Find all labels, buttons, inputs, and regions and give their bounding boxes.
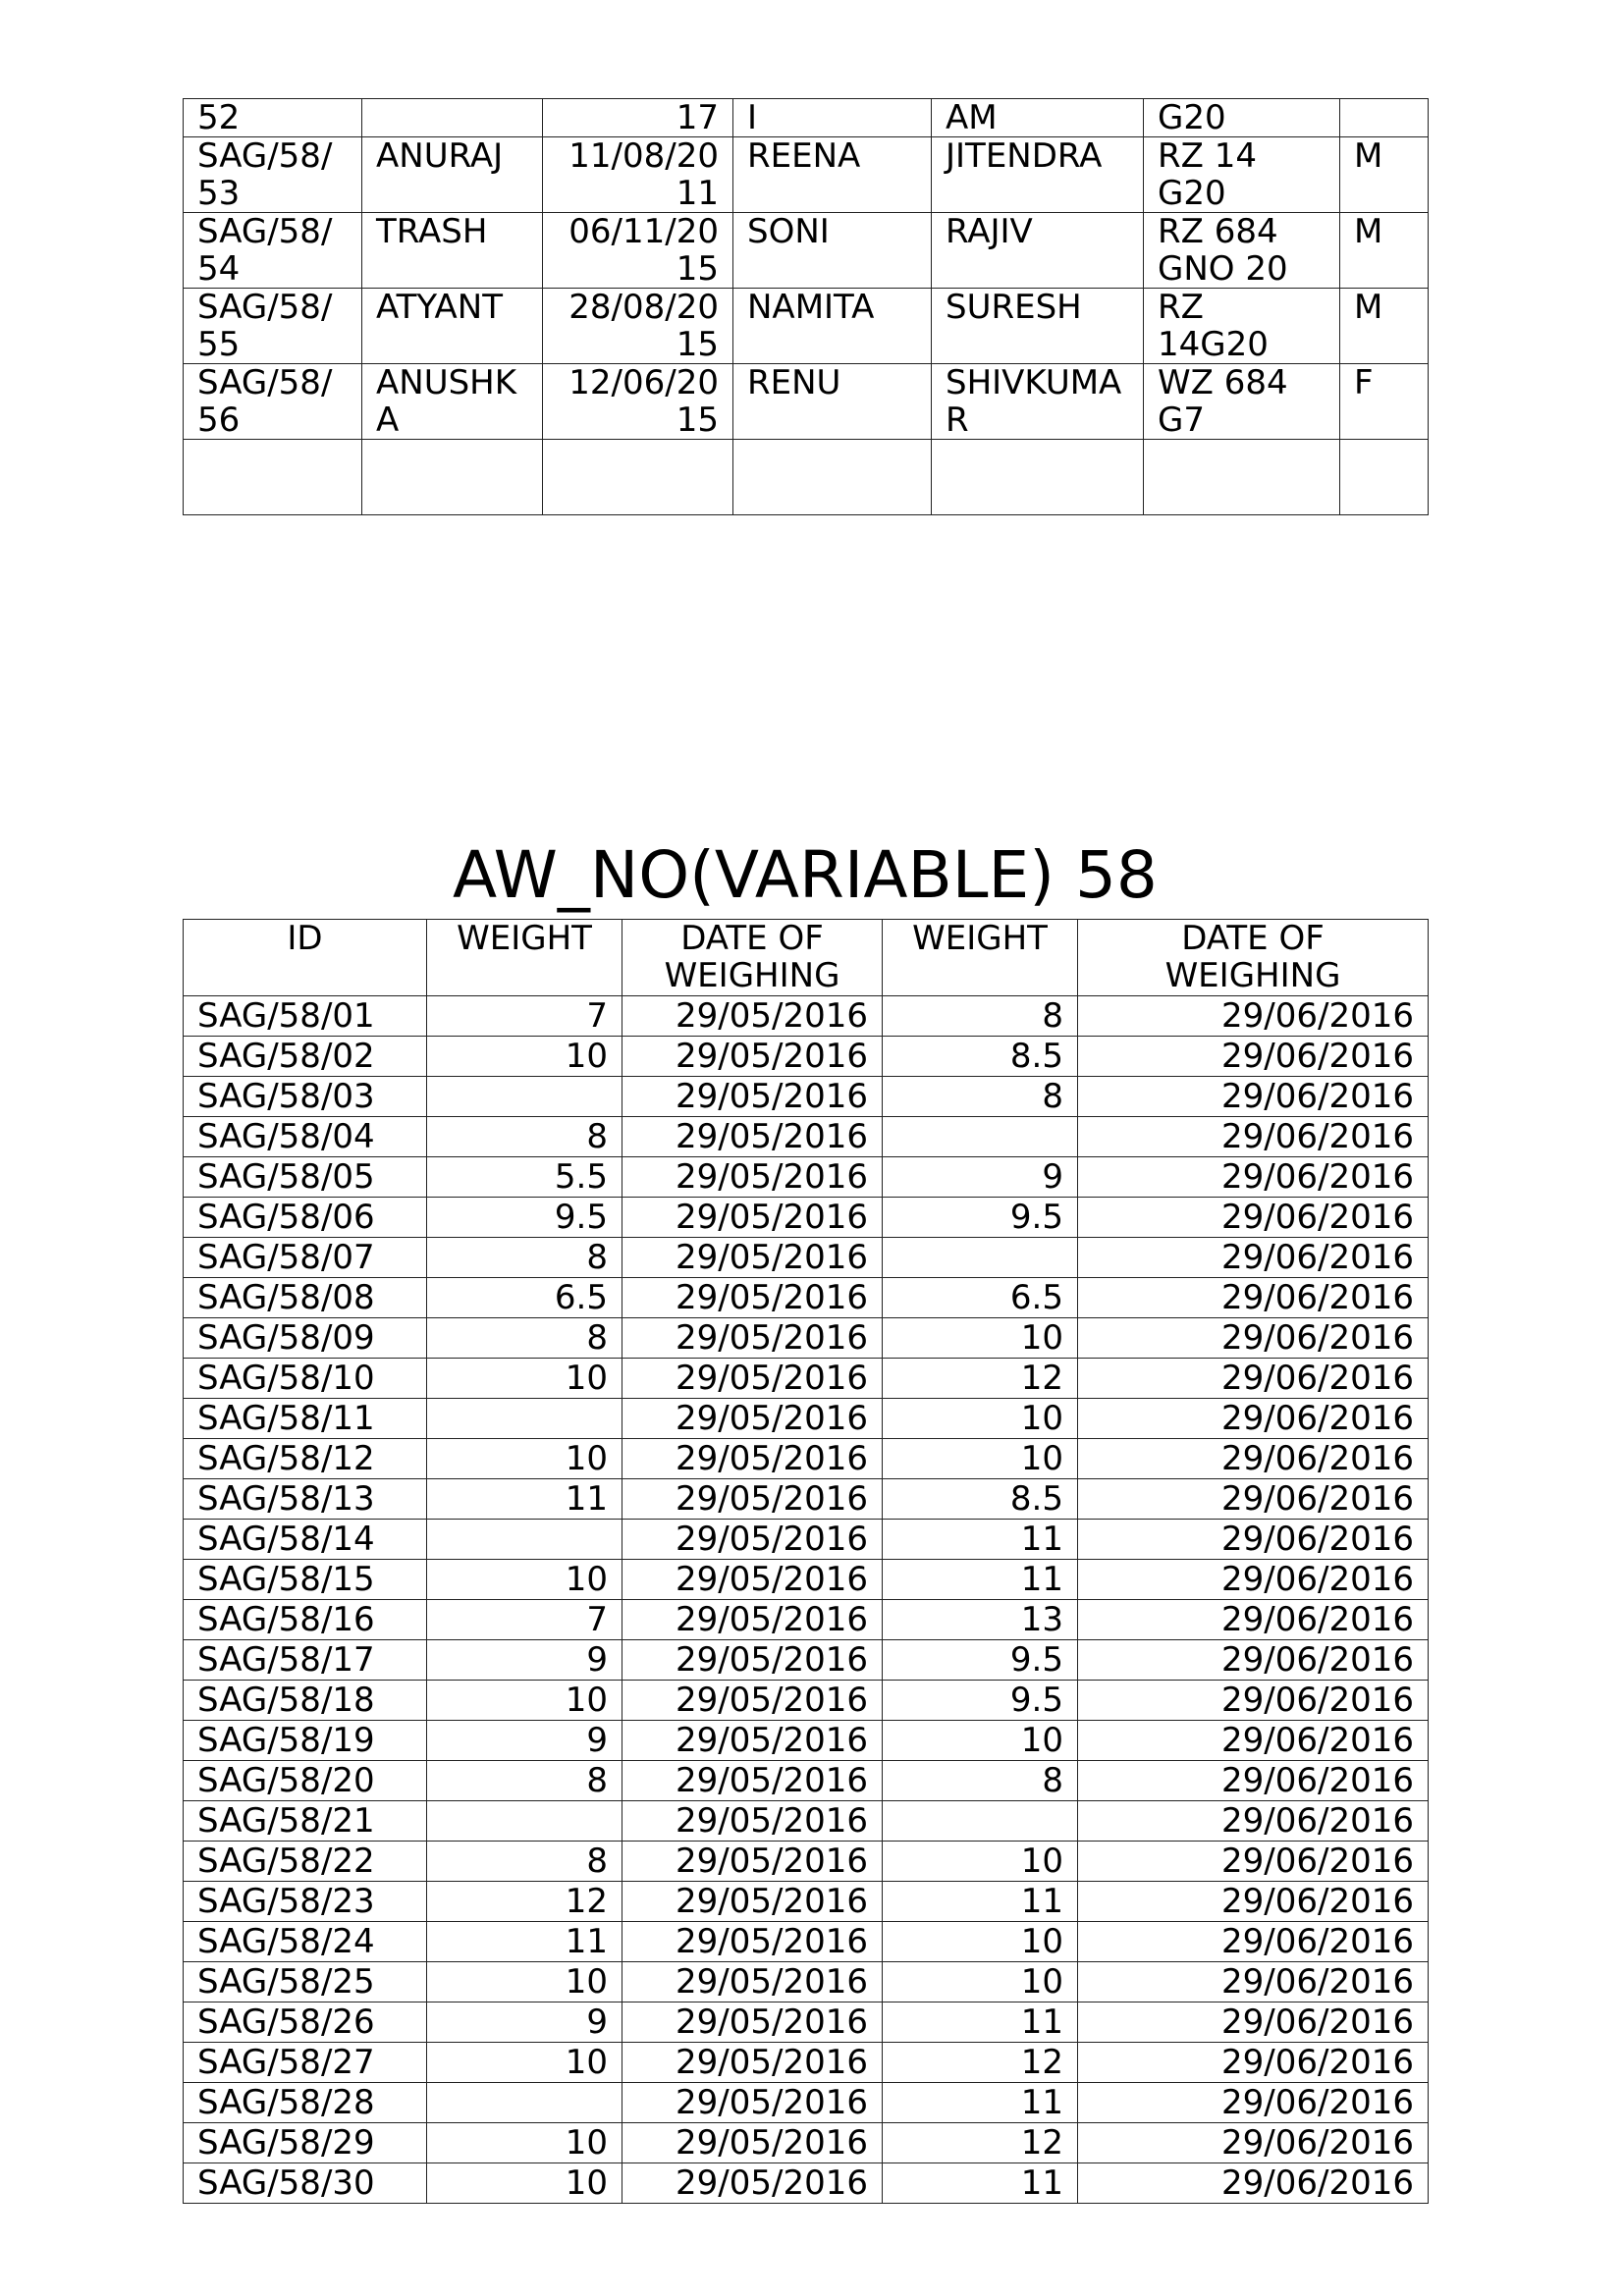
cell-weight-1: 6.5 bbox=[427, 1278, 622, 1318]
cell-date-2: 29/06/2016 bbox=[1078, 1761, 1429, 1801]
cell-weight-1: 10 bbox=[427, 1681, 622, 1721]
cell-weight-2 bbox=[883, 1117, 1078, 1157]
cell-weight-2: 9.5 bbox=[883, 1681, 1078, 1721]
cell-id: SAG/58/09 bbox=[184, 1318, 427, 1359]
table-row bbox=[184, 1842, 1429, 1882]
cell-weight-1: 10 bbox=[427, 1037, 622, 1077]
cell-date-2: 29/06/2016 bbox=[1078, 1922, 1429, 1962]
cell-gender: M bbox=[1340, 289, 1429, 364]
cell-date-2: 29/06/2016 bbox=[1078, 1520, 1429, 1560]
beneficiary-table-body bbox=[184, 99, 1429, 515]
cell-gender: M bbox=[1340, 213, 1429, 289]
cell-dob: 12/06/20 15 bbox=[543, 364, 733, 440]
cell-date-1: 29/05/2016 bbox=[622, 1238, 883, 1278]
cell-date-1: 29/05/2016 bbox=[622, 1359, 883, 1399]
cell-date-2: 29/06/2016 bbox=[1078, 1359, 1429, 1399]
weight-table-header bbox=[184, 920, 1429, 996]
cell-weight-2: 9 bbox=[883, 1157, 1078, 1198]
header-weight-2: WEIGHT bbox=[883, 920, 1078, 996]
cell-id: SAG/58/30 bbox=[184, 2163, 427, 2204]
cell-date-1: 29/05/2016 bbox=[622, 1198, 883, 1238]
cell-weight-2: 9.5 bbox=[883, 1198, 1078, 1238]
cell-weight-2: 8.5 bbox=[883, 1037, 1078, 1077]
cell-weight-1: 8 bbox=[427, 1761, 622, 1801]
cell-weight-1: 5.5 bbox=[427, 1157, 622, 1198]
cell-date-2: 29/06/2016 bbox=[1078, 2123, 1429, 2163]
cell-date-1: 29/05/2016 bbox=[622, 1801, 883, 1842]
cell-date-2: 29/06/2016 bbox=[1078, 1801, 1429, 1842]
cell-name bbox=[362, 440, 543, 515]
cell-address bbox=[1144, 440, 1340, 515]
cell-father: AM bbox=[932, 99, 1144, 137]
cell-date-1: 29/05/2016 bbox=[622, 1520, 883, 1560]
cell-id: SAG/58/29 bbox=[184, 2123, 427, 2163]
cell-id: SAG/58/14 bbox=[184, 1520, 427, 1560]
cell-date-2: 29/06/2016 bbox=[1078, 2083, 1429, 2123]
cell-weight-2: 13 bbox=[883, 1600, 1078, 1640]
cell-id: SAG/58/03 bbox=[184, 1077, 427, 1117]
table-row bbox=[184, 1721, 1429, 1761]
cell-date-1: 29/05/2016 bbox=[622, 1640, 883, 1681]
cell-address: RZ 14G20 bbox=[1144, 289, 1340, 364]
cell-id: SAG/58/27 bbox=[184, 2043, 427, 2083]
cell-id bbox=[184, 440, 362, 515]
cell-id: SAG/58/23 bbox=[184, 1882, 427, 1922]
cell-id: SAG/58/17 bbox=[184, 1640, 427, 1681]
section-title: AW_NO(VARIABLE) 58 bbox=[453, 837, 1158, 913]
table-row bbox=[184, 1238, 1429, 1278]
cell-weight-2: 11 bbox=[883, 2163, 1078, 2204]
cell-weight-2: 9.5 bbox=[883, 1640, 1078, 1681]
cell-weight-1: 9 bbox=[427, 1721, 622, 1761]
cell-date-1: 29/05/2016 bbox=[622, 1157, 883, 1198]
cell-weight-2: 6.5 bbox=[883, 1278, 1078, 1318]
cell-weight-2: 10 bbox=[883, 1318, 1078, 1359]
cell-id: SAG/58/07 bbox=[184, 1238, 427, 1278]
cell-date-2: 29/06/2016 bbox=[1078, 1198, 1429, 1238]
header-date-2: DATE OF WEIGHING bbox=[1078, 920, 1429, 996]
beneficiary-table bbox=[183, 98, 1429, 515]
cell-date-1: 29/05/2016 bbox=[622, 1922, 883, 1962]
cell-dob: 28/08/20 15 bbox=[543, 289, 733, 364]
cell-date-2: 29/06/2016 bbox=[1078, 1842, 1429, 1882]
cell-weight-2: 10 bbox=[883, 1922, 1078, 1962]
cell-weight-1 bbox=[427, 1399, 622, 1439]
cell-weight-2: 8 bbox=[883, 996, 1078, 1037]
cell-id: SAG/58/25 bbox=[184, 1962, 427, 2002]
cell-mother bbox=[733, 440, 932, 515]
cell-name bbox=[362, 99, 543, 137]
cell-date-2: 29/06/2016 bbox=[1078, 1037, 1429, 1077]
cell-id: SAG/58/ 55 bbox=[184, 289, 362, 364]
cell-name: ANURAJ bbox=[362, 137, 543, 213]
cell-id: SAG/58/01 bbox=[184, 996, 427, 1037]
cell-date-2: 29/06/2016 bbox=[1078, 1318, 1429, 1359]
cell-dob bbox=[543, 440, 733, 515]
table-row bbox=[184, 1117, 1429, 1157]
cell-date-1: 29/05/2016 bbox=[622, 1117, 883, 1157]
cell-date-1: 29/05/2016 bbox=[622, 1318, 883, 1359]
header-date-1: DATE OF WEIGHING bbox=[622, 920, 883, 996]
cell-date-2: 29/06/2016 bbox=[1078, 2043, 1429, 2083]
table-row bbox=[184, 1600, 1429, 1640]
cell-gender: M bbox=[1340, 137, 1429, 213]
cell-weight-1: 10 bbox=[427, 2043, 622, 2083]
table-row bbox=[184, 364, 1429, 440]
cell-dob: 06/11/20 15 bbox=[543, 213, 733, 289]
cell-address: RZ 684 GNO 20 bbox=[1144, 213, 1340, 289]
table-row bbox=[184, 1278, 1429, 1318]
cell-weight-1: 9 bbox=[427, 2002, 622, 2043]
cell-gender bbox=[1340, 99, 1429, 137]
cell-weight-2: 12 bbox=[883, 2043, 1078, 2083]
cell-id: SAG/58/16 bbox=[184, 1600, 427, 1640]
cell-weight-1: 8 bbox=[427, 1117, 622, 1157]
cell-date-2: 29/06/2016 bbox=[1078, 2002, 1429, 2043]
cell-id: SAG/58/04 bbox=[184, 1117, 427, 1157]
cell-date-2: 29/06/2016 bbox=[1078, 1238, 1429, 1278]
cell-gender bbox=[1340, 440, 1429, 515]
cell-weight-2: 8.5 bbox=[883, 1479, 1078, 1520]
cell-weight-1: 8 bbox=[427, 1238, 622, 1278]
cell-weight-2: 10 bbox=[883, 1962, 1078, 2002]
table-row bbox=[184, 1399, 1429, 1439]
cell-weight-1: 10 bbox=[427, 1439, 622, 1479]
table-row bbox=[184, 1681, 1429, 1721]
cell-weight-2: 11 bbox=[883, 2083, 1078, 2123]
cell-date-2: 29/06/2016 bbox=[1078, 1560, 1429, 1600]
table-row bbox=[184, 440, 1429, 515]
cell-id: SAG/58/10 bbox=[184, 1359, 427, 1399]
table-row bbox=[184, 1560, 1429, 1600]
table-row bbox=[184, 1882, 1429, 1922]
cell-date-1: 29/05/2016 bbox=[622, 1479, 883, 1520]
table-row bbox=[184, 2002, 1429, 2043]
cell-date-1: 29/05/2016 bbox=[622, 1721, 883, 1761]
table-row bbox=[184, 1157, 1429, 1198]
cell-weight-1 bbox=[427, 2083, 622, 2123]
cell-date-2: 29/06/2016 bbox=[1078, 1681, 1429, 1721]
cell-weight-1: 10 bbox=[427, 2123, 622, 2163]
cell-weight-1: 8 bbox=[427, 1842, 622, 1882]
cell-id: SAG/58/13 bbox=[184, 1479, 427, 1520]
cell-mother: RENU bbox=[733, 364, 932, 440]
cell-weight-2 bbox=[883, 1238, 1078, 1278]
cell-date-1: 29/05/2016 bbox=[622, 1681, 883, 1721]
cell-weight-1: 7 bbox=[427, 996, 622, 1037]
cell-weight-1: 10 bbox=[427, 2163, 622, 2204]
cell-weight-1 bbox=[427, 1801, 622, 1842]
cell-date-2: 29/06/2016 bbox=[1078, 1399, 1429, 1439]
cell-weight-1: 12 bbox=[427, 1882, 622, 1922]
cell-father: RAJIV bbox=[932, 213, 1144, 289]
cell-date-1: 29/05/2016 bbox=[622, 1037, 883, 1077]
cell-date-1: 29/05/2016 bbox=[622, 1842, 883, 1882]
cell-id: SAG/58/06 bbox=[184, 1198, 427, 1238]
cell-date-1: 29/05/2016 bbox=[622, 1600, 883, 1640]
cell-date-1: 29/05/2016 bbox=[622, 2083, 883, 2123]
cell-date-1: 29/05/2016 bbox=[622, 1761, 883, 1801]
cell-address: WZ 684 G7 bbox=[1144, 364, 1340, 440]
table-row bbox=[184, 213, 1429, 289]
cell-mother: NAMITA bbox=[733, 289, 932, 364]
table-row bbox=[184, 1640, 1429, 1681]
cell-name: TRASH bbox=[362, 213, 543, 289]
cell-name: ANUSHK A bbox=[362, 364, 543, 440]
cell-date-2: 29/06/2016 bbox=[1078, 1600, 1429, 1640]
cell-date-1: 29/05/2016 bbox=[622, 2043, 883, 2083]
table-row bbox=[184, 1198, 1429, 1238]
cell-id: SAG/58/22 bbox=[184, 1842, 427, 1882]
cell-weight-2: 10 bbox=[883, 1721, 1078, 1761]
cell-date-2: 29/06/2016 bbox=[1078, 1077, 1429, 1117]
cell-mother: I bbox=[733, 99, 932, 137]
table-row bbox=[184, 99, 1429, 137]
table-row bbox=[184, 2083, 1429, 2123]
cell-weight-2: 12 bbox=[883, 1359, 1078, 1399]
cell-weight-1: 10 bbox=[427, 1359, 622, 1399]
cell-id: SAG/58/15 bbox=[184, 1560, 427, 1600]
table-row bbox=[184, 1037, 1429, 1077]
cell-dob: 17 bbox=[543, 99, 733, 137]
cell-weight-2: 8 bbox=[883, 1761, 1078, 1801]
cell-dob: 11/08/20 11 bbox=[543, 137, 733, 213]
cell-date-1: 29/05/2016 bbox=[622, 2163, 883, 2204]
cell-date-1: 29/05/2016 bbox=[622, 996, 883, 1037]
cell-father: SHIVKUMA R bbox=[932, 364, 1144, 440]
cell-date-1: 29/05/2016 bbox=[622, 2002, 883, 2043]
cell-weight-2: 11 bbox=[883, 1560, 1078, 1600]
cell-address: RZ 14 G20 bbox=[1144, 137, 1340, 213]
table-row bbox=[184, 289, 1429, 364]
cell-weight-1: 9 bbox=[427, 1640, 622, 1681]
cell-weight-1: 10 bbox=[427, 1560, 622, 1600]
weight-table bbox=[183, 919, 1429, 2204]
cell-weight-1 bbox=[427, 1077, 622, 1117]
cell-date-1: 29/05/2016 bbox=[622, 1439, 883, 1479]
cell-id: SAG/58/08 bbox=[184, 1278, 427, 1318]
cell-mother: SONI bbox=[733, 213, 932, 289]
cell-date-1: 29/05/2016 bbox=[622, 1278, 883, 1318]
cell-id: SAG/58/ 56 bbox=[184, 364, 362, 440]
header-weight-1: WEIGHT bbox=[427, 920, 622, 996]
cell-weight-2: 11 bbox=[883, 2002, 1078, 2043]
cell-date-2: 29/06/2016 bbox=[1078, 1640, 1429, 1681]
cell-date-1: 29/05/2016 bbox=[622, 1962, 883, 2002]
cell-id: SAG/58/11 bbox=[184, 1399, 427, 1439]
table-row bbox=[184, 1922, 1429, 1962]
cell-id: SAG/58/12 bbox=[184, 1439, 427, 1479]
cell-weight-1: 8 bbox=[427, 1318, 622, 1359]
cell-weight-2: 8 bbox=[883, 1077, 1078, 1117]
cell-id: SAG/58/21 bbox=[184, 1801, 427, 1842]
cell-date-2: 29/06/2016 bbox=[1078, 1439, 1429, 1479]
cell-date-1: 29/05/2016 bbox=[622, 2123, 883, 2163]
cell-name: ATYANT bbox=[362, 289, 543, 364]
table-row bbox=[184, 1479, 1429, 1520]
table-row bbox=[184, 2163, 1429, 2204]
weight-table-body bbox=[184, 996, 1429, 2204]
cell-id: SAG/58/ 54 bbox=[184, 213, 362, 289]
cell-date-1: 29/05/2016 bbox=[622, 1077, 883, 1117]
cell-date-2: 29/06/2016 bbox=[1078, 2163, 1429, 2204]
table-row bbox=[184, 137, 1429, 213]
cell-father bbox=[932, 440, 1144, 515]
cell-weight-2: 11 bbox=[883, 1882, 1078, 1922]
cell-weight-1 bbox=[427, 1520, 622, 1560]
cell-weight-2: 11 bbox=[883, 1520, 1078, 1560]
cell-weight-2: 10 bbox=[883, 1842, 1078, 1882]
cell-address: G20 bbox=[1144, 99, 1340, 137]
cell-id: SAG/58/02 bbox=[184, 1037, 427, 1077]
cell-date-1: 29/05/2016 bbox=[622, 1399, 883, 1439]
cell-id: SAG/58/20 bbox=[184, 1761, 427, 1801]
cell-date-1: 29/05/2016 bbox=[622, 1560, 883, 1600]
cell-weight-1: 11 bbox=[427, 1479, 622, 1520]
header-id: ID bbox=[184, 920, 427, 996]
cell-date-2: 29/06/2016 bbox=[1078, 1962, 1429, 2002]
cell-date-2: 29/06/2016 bbox=[1078, 1479, 1429, 1520]
cell-weight-1: 11 bbox=[427, 1922, 622, 1962]
cell-father: SURESH bbox=[932, 289, 1144, 364]
cell-date-2: 29/06/2016 bbox=[1078, 1882, 1429, 1922]
cell-gender: F bbox=[1340, 364, 1429, 440]
table-row bbox=[184, 1318, 1429, 1359]
table-row bbox=[184, 1801, 1429, 1842]
table-row bbox=[184, 2123, 1429, 2163]
cell-id: 52 bbox=[184, 99, 362, 137]
cell-id: SAG/58/26 bbox=[184, 2002, 427, 2043]
cell-mother: REENA bbox=[733, 137, 932, 213]
cell-weight-2 bbox=[883, 1801, 1078, 1842]
cell-date-2: 29/06/2016 bbox=[1078, 1721, 1429, 1761]
table-row bbox=[184, 1077, 1429, 1117]
cell-weight-1: 9.5 bbox=[427, 1198, 622, 1238]
cell-id: SAG/58/18 bbox=[184, 1681, 427, 1721]
cell-weight-1: 10 bbox=[427, 1962, 622, 2002]
table-row bbox=[184, 996, 1429, 1037]
cell-id: SAG/58/19 bbox=[184, 1721, 427, 1761]
cell-id: SAG/58/24 bbox=[184, 1922, 427, 1962]
cell-father: JITENDRA bbox=[932, 137, 1144, 213]
table-row bbox=[184, 1962, 1429, 2002]
cell-weight-2: 10 bbox=[883, 1399, 1078, 1439]
table-row bbox=[184, 1439, 1429, 1479]
cell-id: SAG/58/ 53 bbox=[184, 137, 362, 213]
table-row bbox=[184, 2043, 1429, 2083]
cell-date-2: 29/06/2016 bbox=[1078, 1157, 1429, 1198]
table-row bbox=[184, 1761, 1429, 1801]
cell-date-2: 29/06/2016 bbox=[1078, 1117, 1429, 1157]
cell-date-1: 29/05/2016 bbox=[622, 1882, 883, 1922]
cell-weight-1: 7 bbox=[427, 1600, 622, 1640]
cell-weight-2: 10 bbox=[883, 1439, 1078, 1479]
cell-date-2: 29/06/2016 bbox=[1078, 996, 1429, 1037]
table-row bbox=[184, 1520, 1429, 1560]
cell-id: SAG/58/05 bbox=[184, 1157, 427, 1198]
cell-id: SAG/58/28 bbox=[184, 2083, 427, 2123]
cell-weight-2: 12 bbox=[883, 2123, 1078, 2163]
table-row bbox=[184, 1359, 1429, 1399]
cell-date-2: 29/06/2016 bbox=[1078, 1278, 1429, 1318]
